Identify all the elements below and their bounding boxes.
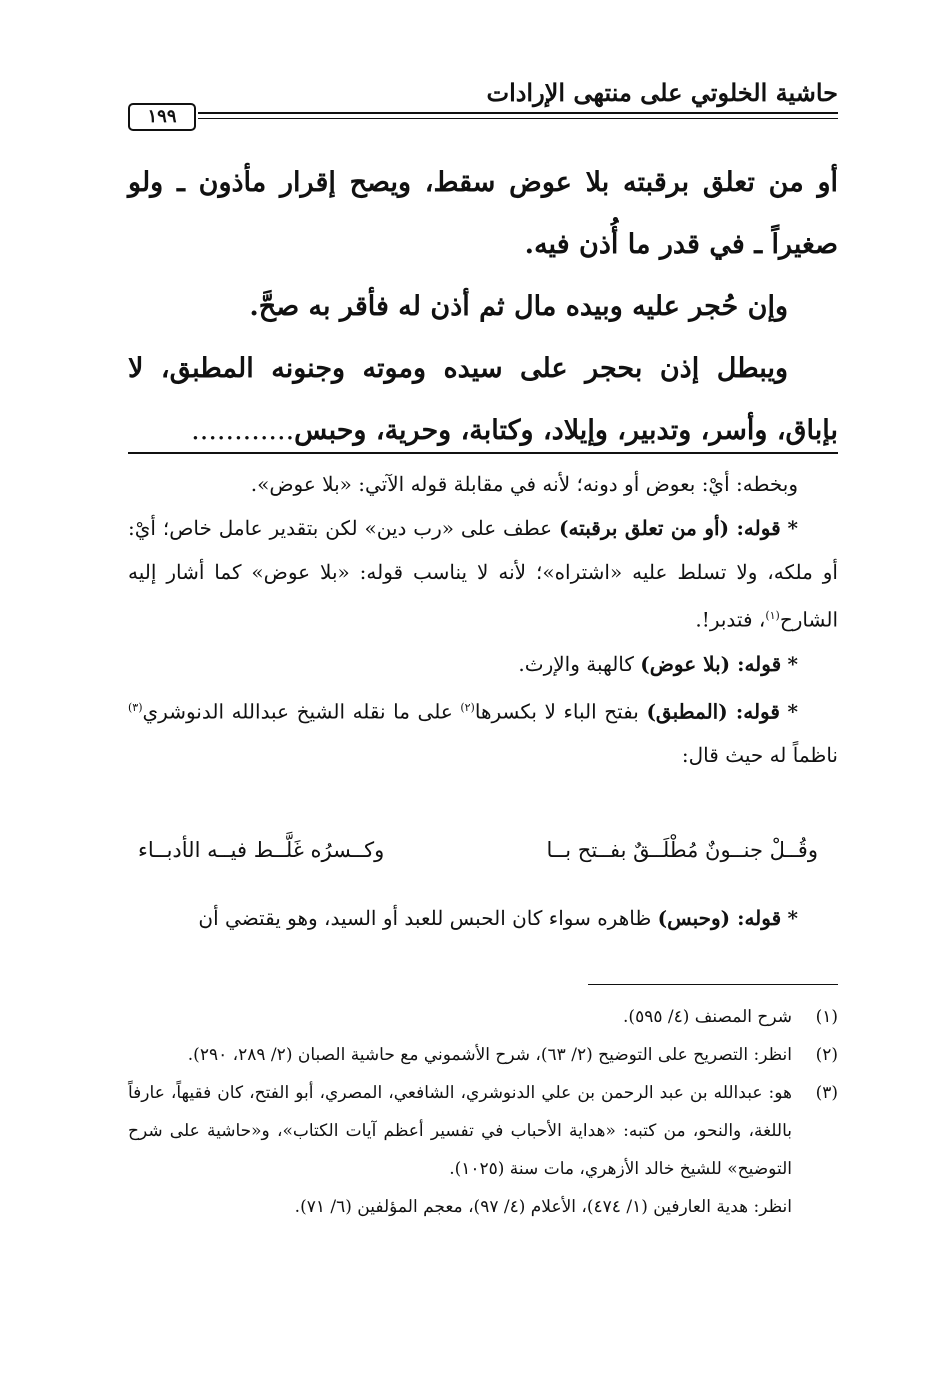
commentary-paragraph: وبخطه: أيْ: بعوض أو دونه؛ لأنه في مقابلة قوله الآتي: «بلا عوض».	[250, 472, 798, 496]
footnote	[128, 1036, 838, 1074]
commentary-text: ، فتدبر!.	[695, 607, 766, 632]
commentary-text: بفتح الباء لا بكسرها	[474, 699, 639, 724]
footnote-text: هو: عبدالله بن عبد الرحمن بن علي الدنوشري، الشافعي، المصري، أبو الفتح، كان فقيهاً، عارفاً باللغة، والنحو، من كتبه: «هداية الأحباب في تفسير أعظم آيات الكتاب»، و«حاشية على شرح التوضيح» للشيخ خالد الأزهري، مات سنة (١٠٢٥).	[128, 1083, 792, 1179]
commentary-paragraph	[128, 642, 838, 686]
header-rule	[198, 112, 838, 114]
commentary-paragraph	[128, 896, 838, 940]
star-marker: *	[787, 651, 798, 676]
footnote-number: (٢)	[815, 1045, 838, 1065]
matn-line: أو من تعلق برقبته بلا عوض سقط، ويصح إقرار مأذون ـ ولو صغيراً ـ	[128, 167, 838, 260]
commentary-paragraph	[128, 686, 838, 778]
footnote	[128, 998, 838, 1036]
matn-line: وأسر، وتدبير، وإيلاد، وكتابة، وحرية، وحبس	[294, 415, 768, 446]
footnote-rule	[588, 984, 838, 985]
footnote-number: (١)	[815, 1007, 838, 1027]
continuation-dots: ............	[191, 415, 295, 446]
commentary-text: كالهبة والإرث.	[518, 651, 634, 676]
page-number: ١٩٩	[128, 103, 196, 131]
page-header	[128, 78, 838, 130]
separator-rule	[128, 452, 838, 454]
footnote-sources: انظر: هدية العارفين (١/ ٤٧٤)، الأعلام (٤/ ٩٧)، معجم المؤلفين (٦/ ٧١).	[294, 1197, 792, 1217]
footnote-ref[interactable]: (٣)	[128, 700, 143, 714]
commentary-text: على ما نقله الشيخ عبدالله الدنوشري	[142, 699, 453, 724]
commentary	[128, 462, 838, 777]
matn-paragraph	[128, 338, 838, 462]
verse-line	[128, 838, 838, 882]
matn-paragraph	[128, 152, 838, 276]
matn-paragraph: وإن حُجر عليه وبيده مال ثم أذن له فأقر به صحَّ.	[249, 291, 788, 322]
commentary-text: ناظماً له حيث قال:	[681, 743, 838, 768]
star-marker: *	[787, 699, 798, 724]
commentary-continued	[128, 896, 838, 940]
footnotes	[128, 998, 838, 1226]
footnote-text: شرح المصنف (٤/ ٥٩٥).	[623, 1007, 792, 1027]
footnote-number: (٣)	[815, 1083, 838, 1103]
verse-hemistich-first: وقُــلْ جنــونٌ مُطْلَــقٌ بفــتح بــا	[546, 838, 818, 862]
header-rule-thin	[198, 118, 838, 119]
matn-line: في قدر ما أُذن فيه.	[524, 229, 745, 260]
verse-hemistich-second: وكــسرُه غَلَّــط فيــه الأدبــاء	[138, 838, 385, 862]
commentary-text: عطف على «رب دين» لكن بتقدير عامل خاص؛ أيْ: أو ملكه، ولا تسلط عليه «اشتراه»؛ لأنه لا يناسب قوله: «بلا عوض» كما أشار إليه الشارح	[128, 516, 838, 632]
lemma: قوله: (بلا عوض)	[640, 651, 782, 676]
lemma: قوله: (المطبق)	[646, 699, 780, 724]
commentary-paragraph	[128, 506, 838, 642]
lemma: قوله: (أو من تعلق برقبته)	[559, 516, 781, 540]
main-text	[128, 152, 838, 462]
footnote-text: انظر: التصريح على التوضيح (٢/ ٦٣)، شرح الأشموني مع حاشية الصبان (٢/ ٢٨٩، ٢٩٠).	[187, 1045, 792, 1065]
star-marker: *	[787, 516, 799, 540]
footnote-ref[interactable]: (١)	[765, 609, 780, 622]
lemma: قوله: (وحبس)	[657, 906, 782, 930]
running-title: حاشية الخلوتي على منتهى الإرادات	[486, 78, 838, 107]
matn-line: ويبطل إذن بحجر على سيده وموته وجنونه المطبق، لا بإباق،	[128, 353, 838, 446]
footnote	[128, 1074, 838, 1188]
star-marker: *	[787, 906, 798, 930]
footnote-ref[interactable]: (٢)	[460, 700, 475, 714]
commentary-text: ظاهره سواء كان الحبس للعبد أو السيد، وهو يقتضي أن	[198, 906, 652, 930]
